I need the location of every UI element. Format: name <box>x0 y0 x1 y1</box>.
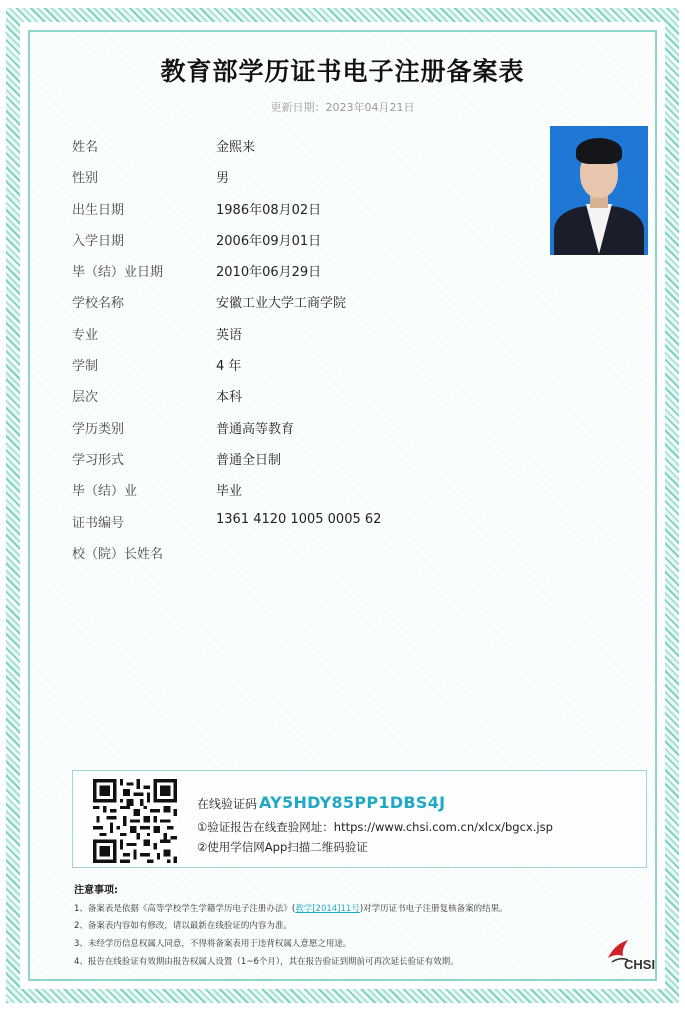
verification-url-line: ①验证报告在线查验网址：https://www.chsi.com.cn/xlcx/bgcx.jsp <box>197 820 553 834</box>
verification-box <box>72 770 647 868</box>
verification-code-label: 在线验证码 <box>197 797 258 811</box>
field-value: 男 <box>216 171 230 187</box>
field-label: 学历类别 <box>72 421 125 437</box>
field-label: 出生日期 <box>72 202 125 218</box>
field-value: 2006年09月01日 <box>216 233 322 249</box>
update-date: 更新日期：2023年04月21日 <box>270 101 415 114</box>
field-value: 普通高等教育 <box>216 421 295 437</box>
chsi-logo <box>604 936 660 972</box>
note-item: 2、备案表内容如有修改，请以最新在线验证的内容为准。 <box>74 921 292 931</box>
field-label: 学制 <box>72 359 99 375</box>
note-item: 1、备案表是依据《高等学校学生学籍学历电子注册办法》(教学[2014]11号)对学历证书电子注册复核备案的结果。 <box>74 904 508 914</box>
field-label: 专业 <box>72 327 99 343</box>
field-label: 毕（结）业 <box>72 484 138 500</box>
id-photo <box>550 126 648 255</box>
note-item: 4、报告在线验证有效期由报告权属人设置（1~6个月），其在报告验证到期前可再次延长验证有效期。 <box>74 957 459 967</box>
field-label: 入学日期 <box>72 233 125 249</box>
field-value: 2010年06月29日 <box>216 265 322 281</box>
field-value: 本科 <box>216 390 243 406</box>
field-label: 学校名称 <box>72 296 125 312</box>
field-label: 证书编号 <box>72 515 125 531</box>
qr-code-icon[interactable] <box>93 779 177 863</box>
chsi-logo-text: CHSI <box>624 957 656 972</box>
field-value: 普通全日制 <box>216 452 282 468</box>
field-value: 毕业 <box>216 484 243 500</box>
record-sheet <box>30 32 655 979</box>
field-value: 1986年08月02日 <box>216 202 322 218</box>
field-label: 校（院）长姓名 <box>72 546 164 562</box>
field-value: 1361 4120 1005 0005 62 <box>216 511 382 527</box>
field-value: 安徽工业大学工商学院 <box>216 296 347 312</box>
note-item: 3、未经学历信息权属人同意，不得将备案表用于违背权属人意愿之用途。 <box>74 939 352 949</box>
field-label: 毕（结）业日期 <box>72 265 164 281</box>
regulation-link[interactable]: 教学[2014]11号 <box>295 904 360 914</box>
field-value: 金熙来 <box>216 140 256 155</box>
verification-code-line <box>197 793 445 812</box>
field-value: 英语 <box>216 327 243 343</box>
verification-app-line: ②使用学信网App扫描二维码验证 <box>197 840 368 854</box>
notes-title: 注意事项: <box>74 885 118 896</box>
field-label: 层次 <box>72 390 99 406</box>
verification-code: AY5HDY85PP1DBS4J <box>259 793 446 812</box>
field-label: 姓名 <box>72 140 99 155</box>
field-label: 学习形式 <box>72 452 125 468</box>
document-title: 教育部学历证书电子注册备案表 <box>160 57 525 86</box>
field-value: 4 年 <box>216 359 242 375</box>
field-label: 性别 <box>72 171 99 187</box>
